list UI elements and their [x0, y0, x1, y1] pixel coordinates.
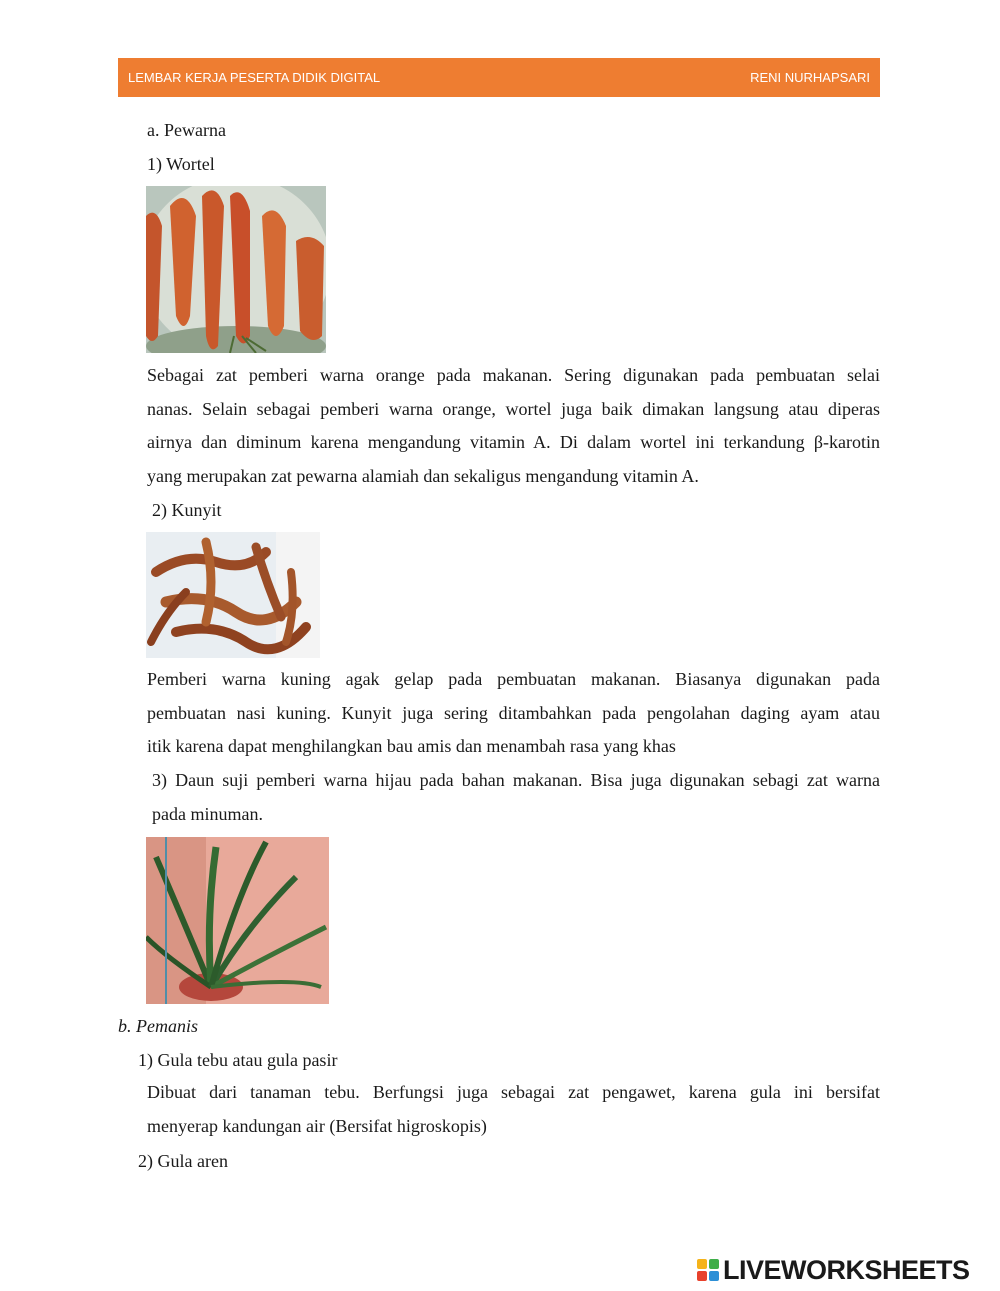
text-line: yang merupakan zat pewarna alamiah dan sekaligus mengandung vitamin A.	[147, 465, 699, 486]
logo-squares-icon	[697, 1259, 719, 1281]
wortel-description	[147, 359, 880, 493]
section-b-heading	[118, 1015, 198, 1037]
item-gula-tebu-title: 1) Gula tebu atau gula pasir	[138, 1050, 338, 1070]
text-line: Sebagai zat pemberi warna orange pada makanan. Sering digunakan pada pembuatan selai	[147, 365, 880, 385]
gula-tebu-description	[147, 1076, 880, 1143]
text-line: airnya dan diminum karena mengandung vitamin A. Di dalam wortel ini terkandung β-karotin	[147, 432, 880, 452]
text-line: menyerap kandungan air (Bersifat higroskopis)	[147, 1115, 487, 1136]
daun-suji-description	[152, 764, 880, 831]
suji-leaf-photo	[146, 837, 329, 1004]
logo-text: LIVEWORKSHEETS	[723, 1254, 970, 1285]
kunyit-description	[147, 663, 880, 764]
text-line: 3) Daun suji pemberi warna hijau pada bahan makanan. Bisa juga digunakan sebagi zat warna	[152, 770, 880, 790]
item-kunyit-title: 2) Kunyit	[152, 500, 222, 520]
item-gula-aren-title: 2) Gula aren	[138, 1151, 228, 1171]
section-a-heading: a. Pewarna	[147, 120, 226, 140]
text-line: Pemberi warna kuning agak gelap pada pembuatan makanan. Biasanya digunakan pada	[147, 669, 880, 689]
header-right-text: RENI NURHAPSARI	[750, 70, 870, 85]
carrot-photo	[146, 186, 326, 353]
header-bar	[118, 58, 880, 97]
text-line: Dibuat dari tanaman tebu. Berfungsi juga sebagai zat pengawet, karena gula ini bersifat	[147, 1082, 880, 1102]
liveworksheets-logo	[697, 1253, 997, 1287]
header-left-text: LEMBAR KERJA PESERTA DIDIK DIGITAL	[128, 70, 381, 85]
text-line: pada minuman.	[152, 803, 263, 824]
text-line: nanas. Selain sebagai pemberi warna orange, wortel juga baik dimakan langsung atau diperas	[147, 398, 880, 419]
item-wortel-title: 1) Wortel	[147, 154, 215, 174]
section-b-heading-text: b. Pemanis	[118, 1016, 198, 1036]
text-line: pembuatan nasi kuning. Kunyit juga sering ditambahkan pada pengolahan daging ayam atau	[147, 702, 880, 723]
turmeric-photo	[146, 532, 320, 658]
text-line: itik karena dapat menghilangkan bau amis dan menambah rasa yang khas	[147, 736, 676, 756]
